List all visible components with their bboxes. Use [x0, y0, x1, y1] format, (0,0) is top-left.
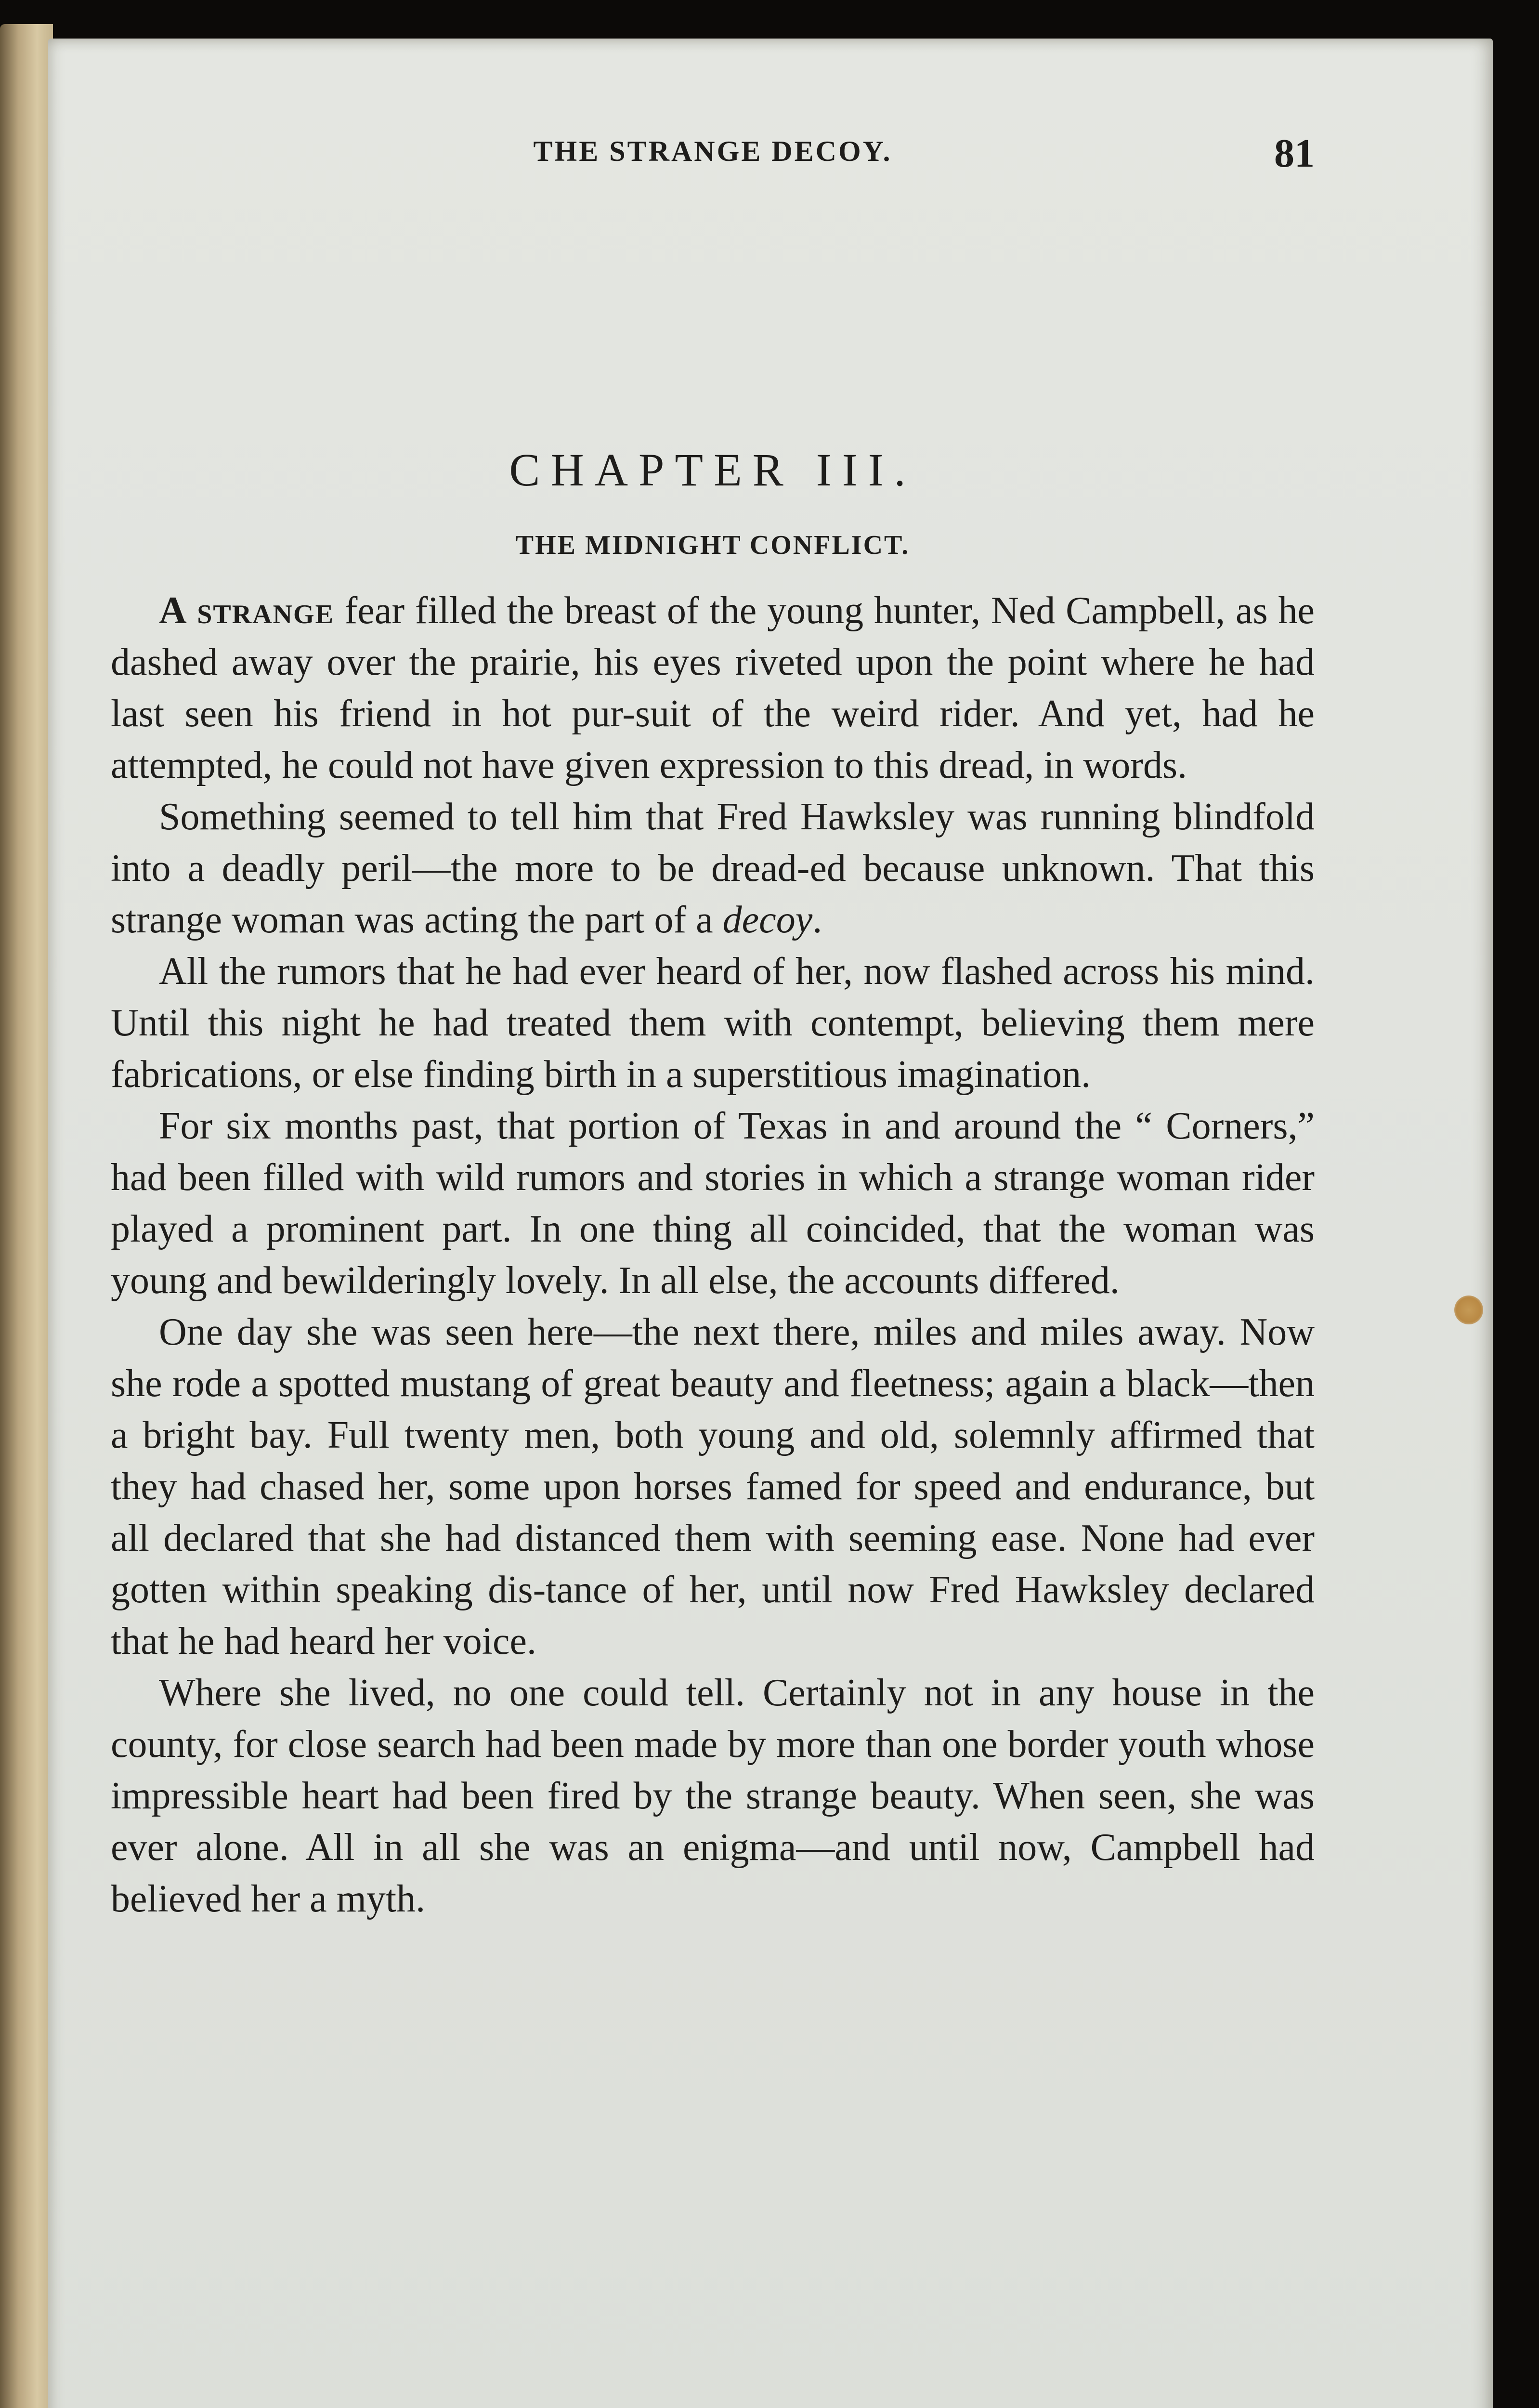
emphasis-word: decoy	[722, 899, 813, 941]
paper-stain	[1454, 1296, 1483, 1324]
paragraph-text: For six months past, that portion of Texas in and around the “ Corners,” had been filled with wild rumors and stories in which a strange woman rider played a prominent part. In one thing all coincided, that the woman was young and bewilderingly lovely. In all else, the accounts differed.	[111, 1105, 1315, 1302]
book-spine	[0, 24, 53, 2408]
chapter-subtitle: THE MIDNIGHT CONFLICT.	[515, 530, 910, 560]
paragraph-text: Where she lived, no one could tell. Certainly not in any house in the county, for close search had been made by more than one border youth whose impressible heart had been fired by the strange beauty. When seen, she was ever alone. All in all she was an enigma—and until now, Campbell had believed her a myth.	[111, 1672, 1315, 1920]
paragraph	[111, 946, 1315, 1100]
page-number: 81	[1274, 131, 1315, 176]
paragraph-text: All the rumors that he had ever heard of her, now flashed across his mind. Until this night he had treated them with contempt, believing them mere fabrications, or else finding birth in a superstitious imagination.	[111, 950, 1315, 1096]
paragraph	[111, 585, 1315, 791]
paragraph	[111, 1100, 1315, 1307]
chapter-title: CHAPTER III.	[509, 444, 916, 496]
paragraph-text: One day she was seen here—the next there, miles and miles away. Now she rode a spotted mustang of great beauty and fleetness; again a black—then a bright bay. Full twenty men, both young and old, solemnly affirmed that they had chased her, some upon horses famed for speed and endurance, but all declared that she had distanced them with seeming ease. None had ever gotten within speaking dis-tance of her, until now Fred Hawksley declared that he had heard her voice.	[111, 1311, 1315, 1662]
paragraph	[111, 1667, 1315, 1925]
running-title: THE STRANGE DECOY.	[533, 135, 892, 167]
drop-lead: A strange	[159, 589, 334, 632]
paragraph-text: fear filled the breast of the young hunter, Ned Campbell, as he dashed away over the prairie, his eyes riveted upon the point where he had last seen his friend in hot pur-suit of the weird rider. And yet, had he attempted, he could not have given expression to this dread, in words.	[111, 589, 1315, 786]
body-text	[111, 585, 1315, 1925]
paragraph	[111, 791, 1315, 946]
paragraph-text: Something seemed to tell him that Fred Hawksley was running blindfold into a deadly peril—the more to be dread-ed because unknown. That this strange woman was acting the part of a	[111, 796, 1315, 941]
paragraph-end: .	[812, 899, 822, 941]
paragraph	[111, 1307, 1315, 1667]
